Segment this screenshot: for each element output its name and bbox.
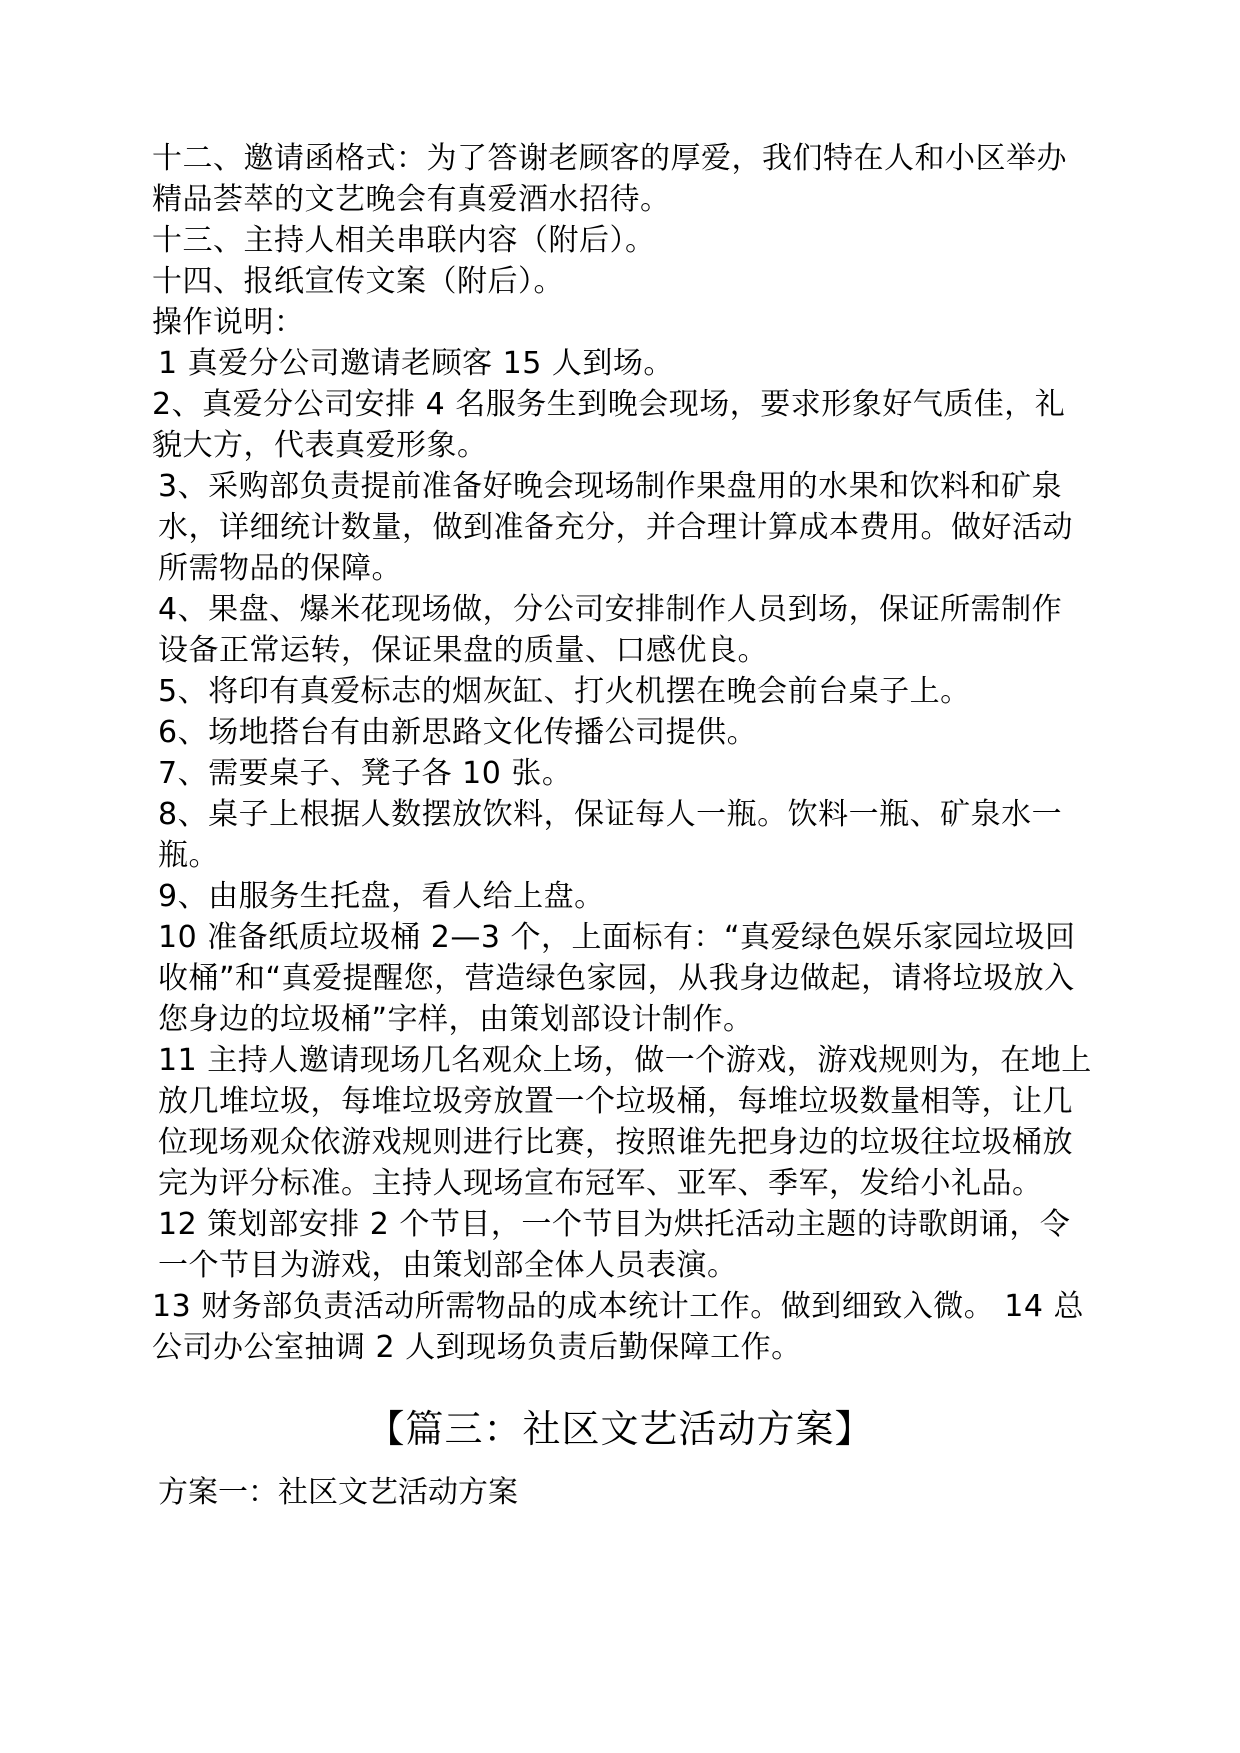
paragraph-invitation-format: 十二、邀请函格式：为了答谢老顾客的厚爱，我们特在人和小区举办精品荟萃的文艺晚会有真爱酒水招待。 [152,141,1067,217]
paragraph-item-8: 8、桌子上根据人数摆放饮料，保证每人一瓶。饮料一瓶、矿泉水一瓶。 [158,797,1063,873]
paragraph-item-5: 5、将印有真爱标志的烟灰缸、打火机摆在晚会前台桌子上。 [158,674,971,709]
paragraph-item-6: 6、场地搭台有由新思路文化传播公司提供。 [158,715,758,750]
paragraph-item-7: 7、需要桌子、凳子各 10 张。 [158,756,573,791]
paragraph-newspaper-copy: 十四、报纸宣传文案（附后）。 [152,264,564,299]
section-title: 【篇三：社区文艺活动方案】 [366,1407,874,1451]
document-body [152,138,1092,1368]
paragraph-item-1: 1 真爱分公司邀请老顾客 15 人到场。 [158,346,674,381]
paragraph-item-13-14: 13 财务部负责活动所需物品的成本统计工作。做到细致入微。 14 总公司办公室抽调 2 人到现场负责后勤保障工作。 [152,1289,1084,1365]
paragraph-item-12: 12 策划部安排 2 个节目，一个节目为烘托活动主题的诗歌朗诵，令一个节目为游戏，由策划部全体人员表演。 [158,1207,1071,1283]
paragraph-item-10: 10 准备纸质垃圾桶 2—3 个，上面标有：“真爱绿色娱乐家园垃圾回收桶”和“真爱提醒您，营造绿色家园，从我身边做起，请将垃圾放入您身边的垃圾桶”字样，由策划部设计制作。 [158,920,1076,1037]
paragraph-item-3: 3、采购部负责提前准备好晚会现场制作果盘用的水果和饮料和矿泉水，详细统计数量，做到准备充分，并合理计算成本费用。做好活动所需物品的保障。 [158,469,1073,586]
plan-subtitle: 方案一：社区文艺活动方案 [158,1475,518,1510]
paragraph-item-11: 11 主持人邀请现场几名观众上场，做一个游戏，游戏规则为，在地上放几堆垃圾，每堆垃圾旁放置一个垃圾桶，每堆垃圾数量相等，让几位现场观众依游戏规则进行比赛，按照谁先把身边的垃圾往垃圾桶放完为评分标准。主持人现场宣布冠军、亚军、季军，发给小礼品。 [158,1043,1092,1201]
paragraph-item-4: 4、果盘、爆米花现场做，分公司安排制作人员到场，保证所需制作设备正常运转，保证果盘的质量、口感优良。 [158,592,1063,668]
paragraph-item-9: 9、由服务生托盘，看人给上盘。 [158,879,605,914]
paragraph-operation-heading: 操作说明： [152,305,305,340]
paragraph-host-content: 十三、主持人相关串联内容（附后）。 [152,223,656,258]
paragraph-item-2: 2、真爱分公司安排 4 名服务生到晚会现场，要求形象好气质佳，礼貌大方，代表真爱形象。 [152,387,1066,463]
